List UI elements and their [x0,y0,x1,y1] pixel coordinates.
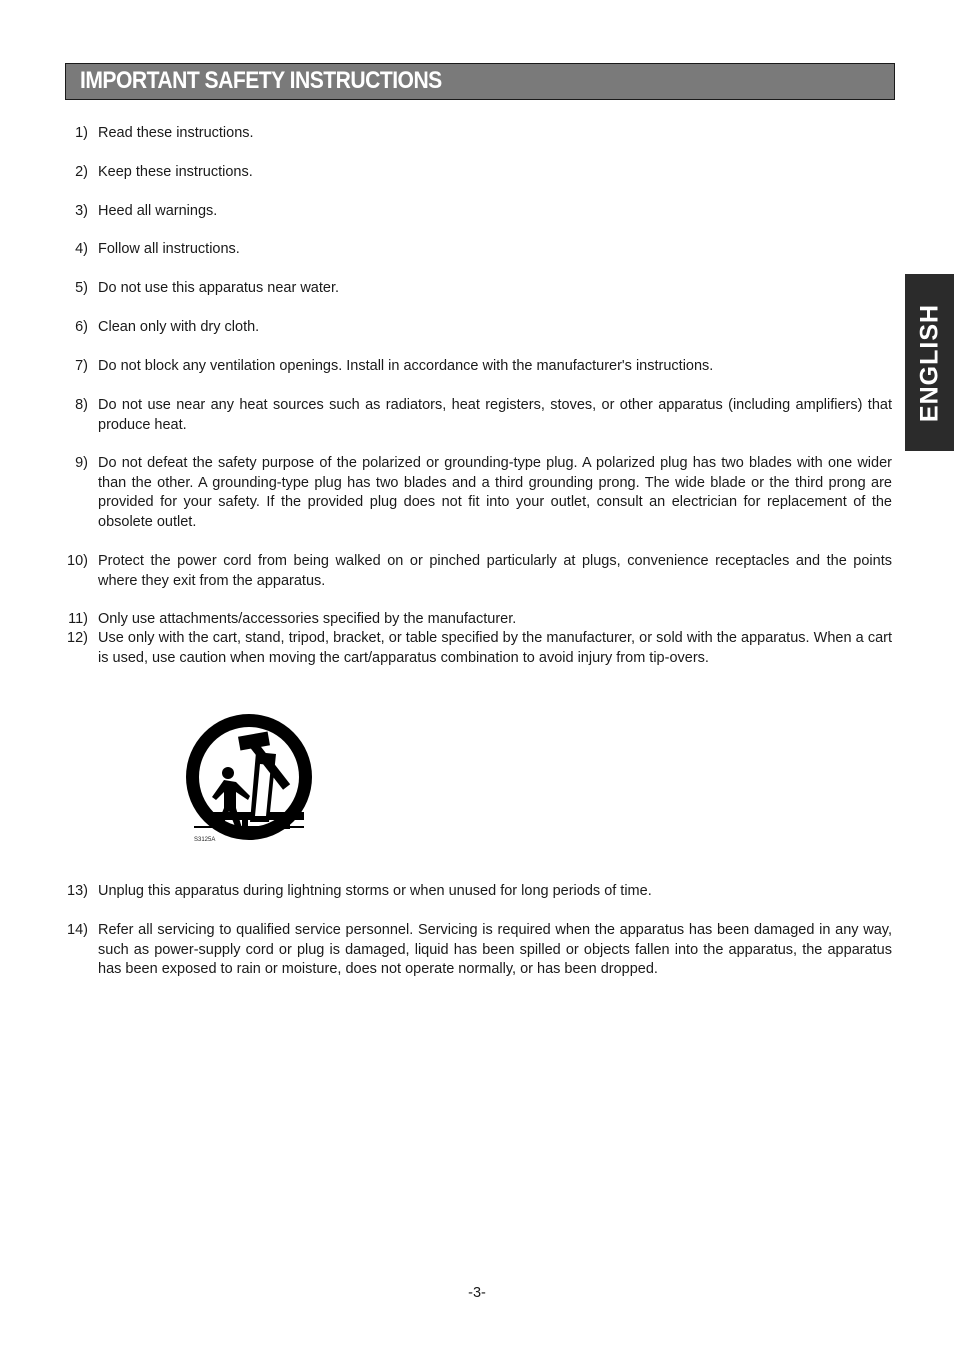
instruction-item-12 [60,629,892,668]
item-number: 9) [75,455,88,471]
page-title: IMPORTANT SAFETY INSTRUCTIONS [80,67,442,94]
language-tab-label: ENGLISH [915,303,943,422]
instruction-item-2 [60,163,892,183]
item-text: Unplug this apparatus during lightning storms or when unused for long periods of time. [98,883,652,899]
item-text: Follow all instructions. [98,241,240,257]
instruction-item-8 [60,396,892,435]
item-text: Read these instructions. [98,125,254,141]
item-text: Heed all warnings. [98,203,218,219]
item-number: 4) [75,241,88,257]
page-number: -3- [468,1285,486,1301]
item-number: 10) [67,553,88,569]
item-number: 2) [75,164,88,180]
instruction-item-11 [60,610,892,630]
item-number: 12) [67,630,88,646]
item-text: Protect the power cord from being walked on or pinched particularly at plugs, convenience receptacles and the points where they exit from the apparatus. [98,553,892,589]
instruction-item-6 [60,318,892,338]
instruction-item-14 [60,921,892,980]
item-text: Keep these instructions. [98,164,253,180]
item-text: Use only with the cart, stand, tripod, bracket, or table specified by the manufacturer, or sold with the apparatus. When a cart is used, use caution when moving the cart/apparatus combination to avoid injury from tip-overs. [98,630,892,666]
cart-tip-over-warning-icon [184,712,314,846]
item-text: Do not use this apparatus near water. [98,280,340,296]
language-tab [905,274,954,451]
item-text: Only use attachments/accessories specified by the manufacturer. [98,611,517,627]
section-header-bar [65,63,895,100]
item-number: 13) [67,883,88,899]
instruction-item-7 [60,357,892,377]
instruction-item-3 [60,202,892,222]
item-text: Do not use near any heat sources such as radiators, heat registers, stoves, or other apparatus (including amplifiers) that produce heat. [98,397,892,433]
item-text: Do not defeat the safety purpose of the polarized or grounding-type plug. A polarized plug has two blades with one wider than the other. A grounding-type plug has two blades and a third grounding prong. The wide blade or the third prong are provided for your safety. If the provided plug does not fit into your outlet, consult an electrician for replacement of the obsolete outlet. [98,455,892,530]
instruction-item-4 [60,240,892,260]
item-number: 3) [75,203,88,219]
item-number: 5) [75,280,88,296]
item-number: 14) [67,922,88,938]
item-text: Clean only with dry cloth. [98,319,260,335]
instruction-item-1 [60,124,892,144]
instruction-item-13 [60,882,892,902]
item-number: 6) [75,319,88,335]
item-number: 11) [68,611,88,627]
item-number: 7) [75,358,88,374]
instruction-item-5 [60,279,892,299]
instruction-item-9 [60,454,892,532]
instruction-item-10 [60,552,892,591]
item-text: Refer all servicing to qualified service personnel. Servicing is required when the apparatus has been damaged in any way, such as power-supply cord or plug is damaged, liquid has been spilled or objects fallen into the apparatus, the apparatus has been exposed to rain or moisture, does not operate normally, or has been dropped. [98,922,892,977]
item-number: 1) [75,125,88,141]
item-number: 8) [75,397,88,413]
item-text: Do not block any ventilation openings. Install in accordance with the manufacturer's instructions. [98,358,714,374]
symbol-code: S3125A [194,837,216,843]
